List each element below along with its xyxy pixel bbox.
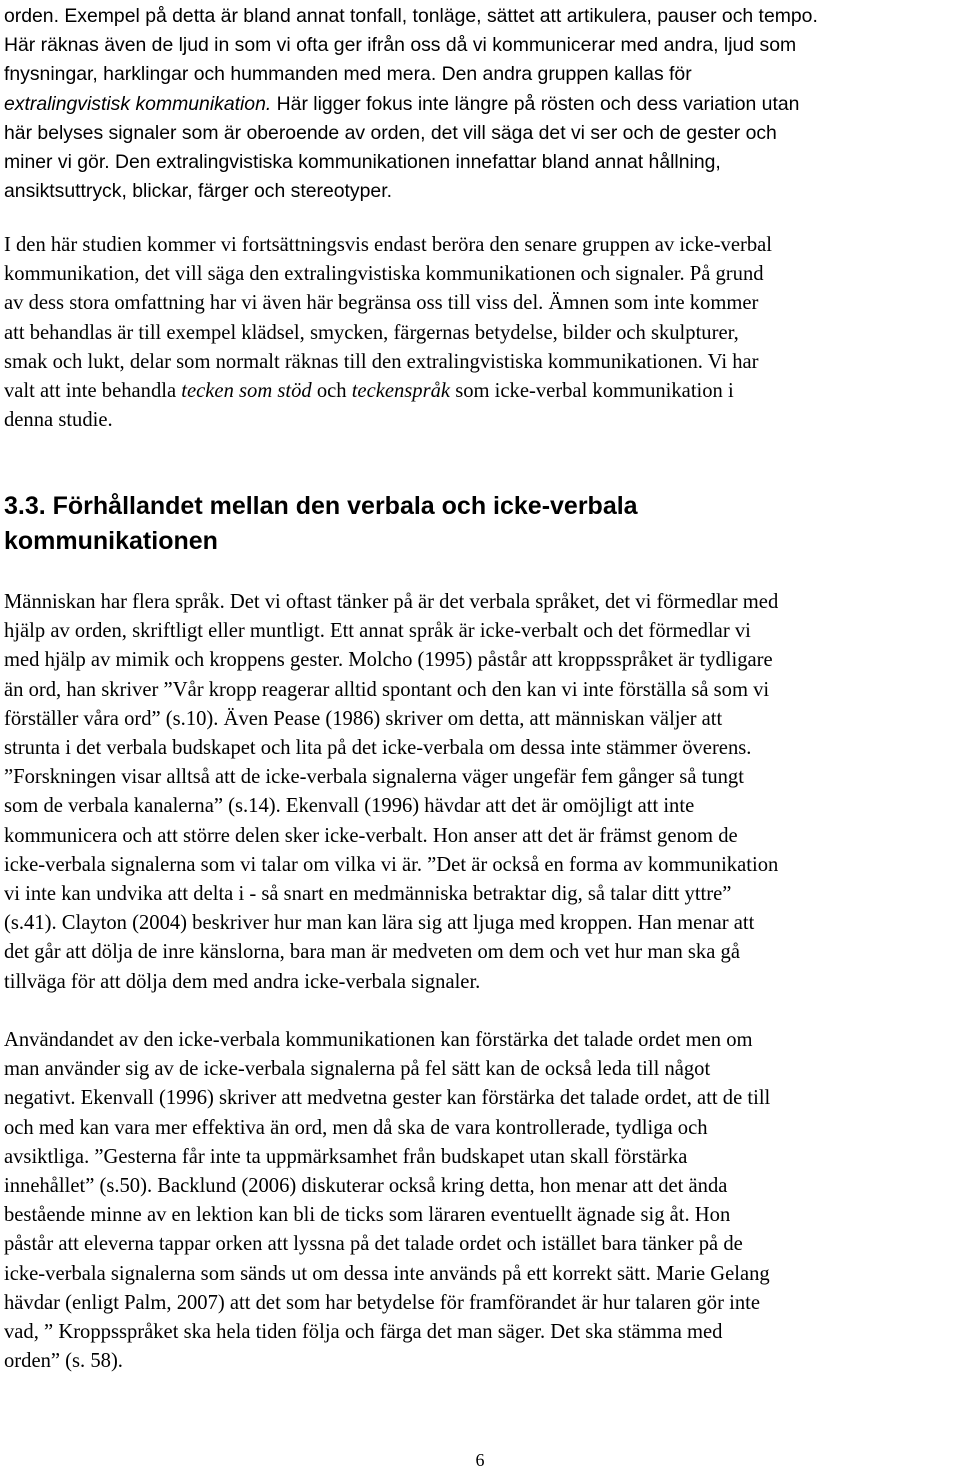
text-line: [4, 90, 956, 119]
paragraph-4: [4, 1026, 956, 1376]
heading-line: kommunikationen: [4, 527, 218, 555]
text-line: avsiktliga. ”Gesterna får inte ta uppmärksamhet från budskapet utan skall förstärka: [4, 1145, 688, 1168]
text-line: orden. Exempel på detta är bland annat tonfall, tonläge, sättet att artikulera, pauser och tempo.: [4, 5, 818, 27]
text-line: förställer våra ord” (s.10). Även Pease (1986) skriver om detta, att människan väljer att: [4, 707, 723, 730]
text-line: innehållet” (s.50). Backlund (2006) diskuterar också kring detta, hon menar att det ända: [4, 1175, 728, 1198]
text-line: hävdar (enligt Palm, 2007) att det som har betydelse för framförandet är hur talaren gör inte: [4, 1291, 760, 1314]
text-line: fnysningar, harklingar och hummanden med mera. Den andra gruppen kallas för: [4, 63, 692, 86]
text-line: det går att dölja de inre känslorna, bara man är medveten om dem och vet hur man ska gå: [4, 941, 740, 964]
text-span: som icke-verbal kommunikation i: [450, 380, 734, 403]
text-line: och med kan vara mer effektiva än ord, men då ska de vara kontrollerade, tydliga och: [4, 1116, 708, 1139]
italic-term: extralingvistisk kommunikation.: [4, 92, 272, 115]
italic-term: tecken som stöd: [181, 380, 312, 403]
text-line: ansiktsuttryck, blickar, färger och stereotyper.: [4, 180, 392, 203]
text-line: smak och lukt, delar som normalt räknas till den extralingvistiska kommunikationen. Vi har: [4, 350, 759, 373]
text-line: vad, ” Kroppsspråket ska hela tiden följa och färga det man säger. Det ska stämma med: [4, 1321, 723, 1344]
text-line: kommunikation, det vill säga den extralingvistiska kommunikationen och signaler. På grund: [4, 263, 764, 286]
text-line: här belyses signaler som är oberoende av orden, det vill säga det vi ser och de gester och: [4, 121, 777, 144]
text-line: negativt. Ekenvall (1996) skriver att medvetna gester kan förstärka det talade ordet, att de till: [4, 1087, 771, 1110]
text-line: orden” (s. 58).: [4, 1350, 123, 1373]
text-span: valt att inte behandla: [4, 380, 182, 403]
page-number: 6: [475, 1450, 485, 1470]
text-line: vi inte kan undvika att delta i - så snart en medmänniska betraktar dig, så talar ditt yttre”: [4, 883, 732, 906]
text-line: miner vi gör. Den extralingvistiska kommunikationen innefattar bland annat hållning,: [4, 151, 721, 174]
text-line: med hjälp av mimik och kroppens gester. Molcho (1995) påstår att kroppsspråket är tydligare: [4, 649, 773, 672]
text-span: Här ligger fokus inte längre på rösten och dess variation utan: [271, 92, 800, 115]
paragraph-2: [4, 231, 956, 435]
paragraph-3: [4, 588, 956, 997]
text-line: påstår att eleverna tappar orken att lyssna på det talade ordet och istället bara tänker på de: [4, 1233, 743, 1256]
text-line: av dess stora omfattning har vi även här begränsa oss till viss del. Ämnen som inte kommer: [4, 292, 759, 315]
text-line: tillväga för att dölja dem med andra icke-verbala signaler.: [4, 970, 481, 993]
text-line: Användandet av den icke-verbala kommunikationen kan förstärka det talade ordet men om: [4, 1029, 753, 1051]
text-line: strunta i det verbala budskapet och lita på det icke-verbala om dessa inte stämmer överens.: [4, 737, 752, 760]
text-line: ”Forskningen visar alltså att de icke-verbala signalerna väger ungefär fem gånger så tungt: [4, 766, 744, 789]
text-line: som de verbala kanalerna” (s.14). Ekenvall (1996) hävdar att det är omöjligt att inte: [4, 795, 695, 818]
text-line: bestående minne av en lektion kan bli de ticks som läraren eventuellt ägnade sig åt. Hon: [4, 1204, 731, 1227]
text-line: att behandlas är till exempel klädsel, smycken, färgernas betydelse, bilder och skulpturer,: [4, 321, 739, 344]
text-span: och: [311, 380, 352, 403]
text-line: icke-verbala signalerna som sänds ut om dessa inte används på ett korrekt sätt. Marie Gelang: [4, 1262, 770, 1285]
italic-term: teckenspråk: [351, 380, 451, 403]
text-line: Människan har flera språk. Det vi oftast tänker på är det verbala språket, det vi förmedlar med: [4, 591, 779, 613]
text-line: (s.41). Clayton (2004) beskriver hur man kan lära sig att ljuga med kroppen. Han menar att: [4, 912, 755, 935]
text-line: kommunicera och att större delen sker icke-verbalt. Hon anser att det är främst genom de: [4, 824, 738, 847]
text-line: hjälp av orden, skriftligt eller muntligt. Ett annat språk är icke-verbalt och det förmedlar vi: [4, 620, 751, 643]
section-heading: [4, 489, 956, 559]
text-line: denna studie.: [4, 409, 113, 432]
text-line: icke-verbala signalerna som vi talar om vilka vi är. ”Det är också en forma av kommunikation: [4, 853, 779, 876]
text-line: Här räknas även de ljud in som vi ofta ger ifrån oss då vi kommunicerar med andra, ljud som: [4, 34, 797, 57]
text-line: än ord, han skriver ”Vår kropp reagerar alltid spontant och den kan vi inte förställa så som vi: [4, 678, 770, 701]
text-line: [4, 377, 956, 406]
paragraph-1: [4, 2, 956, 206]
text-line: man använder sig av de icke-verbala signalerna på fel sätt kan de också leda till något: [4, 1058, 711, 1081]
heading-line: 3.3. Förhållandet mellan den verbala och icke-verbala: [4, 492, 638, 520]
text-line: I den här studien kommer vi fortsättningsvis endast beröra den senare gruppen av icke-verbal: [4, 234, 773, 256]
